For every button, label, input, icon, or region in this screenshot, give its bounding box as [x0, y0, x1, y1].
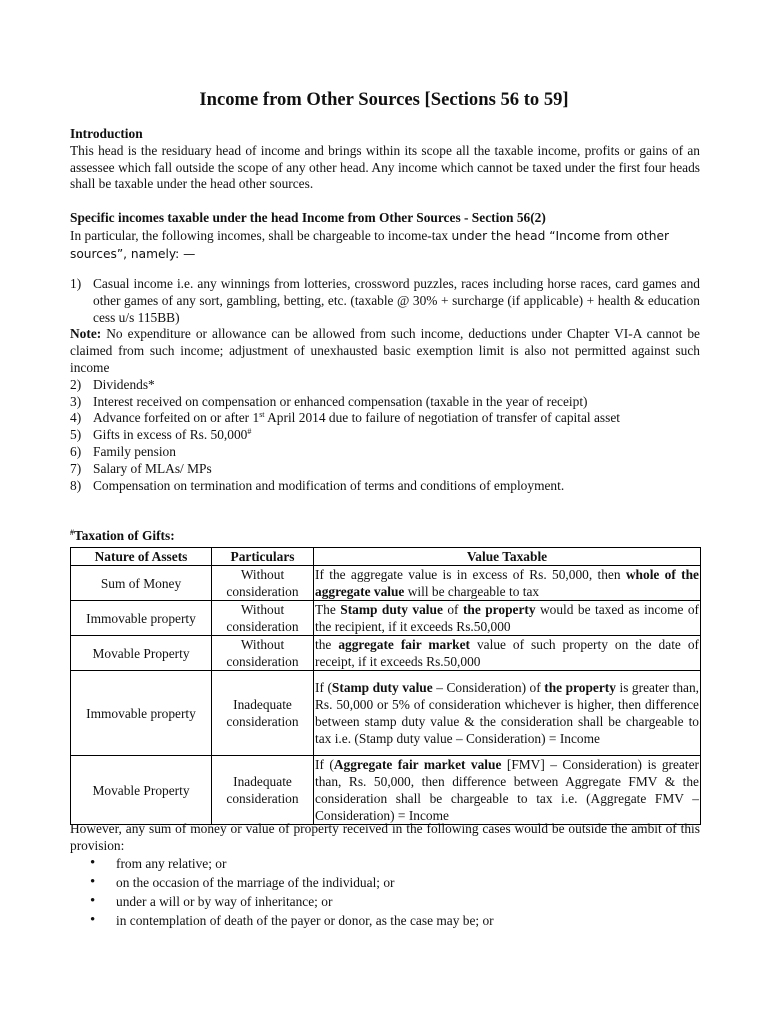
- cell-text-bold: Aggregate fair market value: [333, 757, 502, 772]
- cell-value: [314, 566, 701, 601]
- list-item: • on the occasion of the marriage of the individual; or: [70, 873, 700, 892]
- cell-value: [314, 756, 701, 825]
- cell-asset: Immovable property: [71, 671, 212, 756]
- cell-text: value of such property on the date of receipt, if it exceeds Rs.50,000: [315, 637, 699, 669]
- cell-value: [314, 601, 701, 636]
- list-item: [70, 461, 700, 478]
- list-item-text: Family pension: [93, 443, 176, 459]
- specific-heading: Specific incomes taxable under the head Income from Other Sources - Section 56(2): [70, 210, 546, 225]
- gifts-heading: [70, 528, 700, 545]
- list-item: • from any relative; or: [70, 854, 700, 873]
- cell-text: is greater than, Rs. 50,000 or 5% of consideration whichever is higher, then difference between stamp duty value & the consideration shall be chargeable to tax i.e. (Stamp duty value – Consideration) = Income: [315, 680, 700, 746]
- specific-text-serif: In particular, the following incomes, shall be chargeable to income-tax: [70, 227, 452, 243]
- cell-value: [314, 636, 701, 671]
- list-item-number: 8): [70, 477, 82, 493]
- note-paragraph: [70, 326, 700, 376]
- cell-asset: Sum of Money: [71, 566, 212, 601]
- cell-text: of: [442, 602, 463, 617]
- list-item-text: Compensation on termination and modification of terms and conditions of employment.: [93, 477, 565, 493]
- cell-particulars: Inadequate consideration: [212, 756, 314, 825]
- list-item: [70, 377, 700, 394]
- list-item-text: Interest received on compensation or enhanced compensation (taxable in the year of receipt): [93, 393, 588, 409]
- cell-text: If (: [315, 680, 332, 695]
- note-label: Note:: [70, 326, 102, 342]
- table-row: [71, 601, 701, 636]
- list-item-number: 2): [70, 376, 82, 392]
- cell-particulars: Without consideration: [212, 636, 314, 671]
- cell-asset: Movable Property: [71, 756, 212, 825]
- cell-particulars: Without consideration: [212, 566, 314, 601]
- cell-text: If the aggregate value is in excess of Rs. 50,000, then: [315, 567, 626, 582]
- however-paragraph: However, any sum of money or value of property received in the following cases would be outside the ambit of this provision:: [70, 821, 700, 853]
- table-row: [71, 756, 701, 825]
- cell-text-bold: the property: [544, 680, 616, 695]
- list-item-text: Salary of MLAs/ MPs: [93, 460, 212, 476]
- incomes-list: [70, 276, 700, 494]
- cell-text-bold: whole of the aggregate value: [315, 567, 699, 599]
- gifts-heading-text: Taxation of Gifts:: [74, 528, 175, 543]
- list-item-text-part: Gifts in excess of Rs. 50,000: [93, 427, 248, 443]
- exceptions-list-wrapper: [70, 854, 700, 930]
- superscript: st: [259, 410, 265, 420]
- cell-text: would be taxed as income of the recipient, if it exceeds Rs.50,000: [315, 602, 700, 634]
- list-item-number: 1): [70, 276, 82, 291]
- cell-text: will be chargeable to tax: [404, 584, 540, 599]
- list-item-text: [93, 410, 700, 427]
- list-item-number: 4): [70, 410, 82, 426]
- list-item-number: 3): [70, 393, 82, 409]
- cell-text: The: [315, 602, 341, 617]
- table-row: [71, 566, 701, 601]
- cell-text-bold: Stamp duty value: [331, 680, 433, 695]
- gifts-table: [70, 547, 701, 825]
- header-nature-of-assets: Nature of Assets: [71, 548, 212, 566]
- cell-text-bold: the property: [462, 602, 536, 617]
- cell-text: the: [315, 637, 339, 652]
- list-item: [70, 444, 700, 461]
- intro-text: This head is the residuary head of income and brings within its scope all the taxable income, profits or gains of an assessee which fall outside the scope of any other head. Any income which cannot be taxed under the first four heads shall be taxable under the head other sources.: [70, 142, 700, 192]
- cell-particulars: Without consideration: [212, 601, 314, 636]
- gifts-table-wrapper: [70, 547, 700, 825]
- cell-text-bold: aggregate fair market: [338, 637, 470, 652]
- cell-asset: Immovable property: [71, 601, 212, 636]
- specific-section: [70, 210, 700, 263]
- intro-heading: Introduction: [70, 126, 143, 141]
- list-item: • in contemplation of death of the payer or donor, as the case may be; or: [70, 911, 700, 930]
- cell-value: [314, 671, 701, 756]
- list-item-number: 6): [70, 443, 82, 459]
- list-item-text: [93, 427, 700, 444]
- table-row: [71, 671, 701, 756]
- exceptions-list: [70, 854, 700, 930]
- table-row: [71, 636, 701, 671]
- cell-text: If (: [315, 757, 334, 772]
- list-item: • under a will or by way of inheritance; or: [70, 892, 700, 911]
- list-item-text-part: Advance forfeited on or after 1: [93, 410, 260, 426]
- intro-section: [70, 126, 700, 193]
- list-item-text-part: April 2014 due to failure of negotiation of transfer of capital asset: [264, 410, 621, 426]
- cell-text-bold: Stamp duty value: [340, 602, 443, 617]
- list-item-number: 5): [70, 427, 82, 443]
- list-item: [70, 478, 700, 495]
- list-item-number: 7): [70, 460, 82, 476]
- specific-text: [70, 227, 700, 263]
- list-item: [70, 394, 700, 411]
- note-text: No expenditure or allowance can be allowed from such income, deductions under Chapter VI-A cannot be claimed from such income; adjustment of unexhausted basic exemption limit is also not permitted against such income: [70, 326, 700, 375]
- cell-text: – Consideration) of: [432, 680, 545, 695]
- superscript: #: [70, 528, 74, 537]
- superscript: #: [247, 427, 252, 437]
- list-item: [70, 410, 700, 427]
- specific-text-sans: under the head “Income from other sources”, namely: —: [70, 228, 669, 261]
- cell-asset: Movable Property: [71, 636, 212, 671]
- list-item-text: Casual income i.e. any winnings from lotteries, crossword puzzles, races including horse races, card games and other games of any sort, gambling, betting, etc. (taxable @ 30% + surcharge (if applicable) + health & education cess u/s 115BB): [93, 276, 700, 325]
- cell-particulars: Inadequate consideration: [212, 671, 314, 756]
- list-item-text: Dividends*: [93, 376, 155, 392]
- cell-text: [FMV] – Consideration) is greater than, Rs. 50,000, then difference between Aggregate FMV & the consideration shall be chargeable to tax i.e. (Aggregate FMV – Consideration) = Income: [315, 757, 699, 823]
- table-header-row: [71, 548, 701, 566]
- header-particulars: Particulars: [212, 548, 314, 566]
- header-value-taxable: Value Taxable: [314, 548, 701, 566]
- list-item: [70, 427, 700, 444]
- page-title: Income from Other Sources [Sections 56 to 59]: [199, 89, 569, 110]
- list-item: [70, 276, 700, 326]
